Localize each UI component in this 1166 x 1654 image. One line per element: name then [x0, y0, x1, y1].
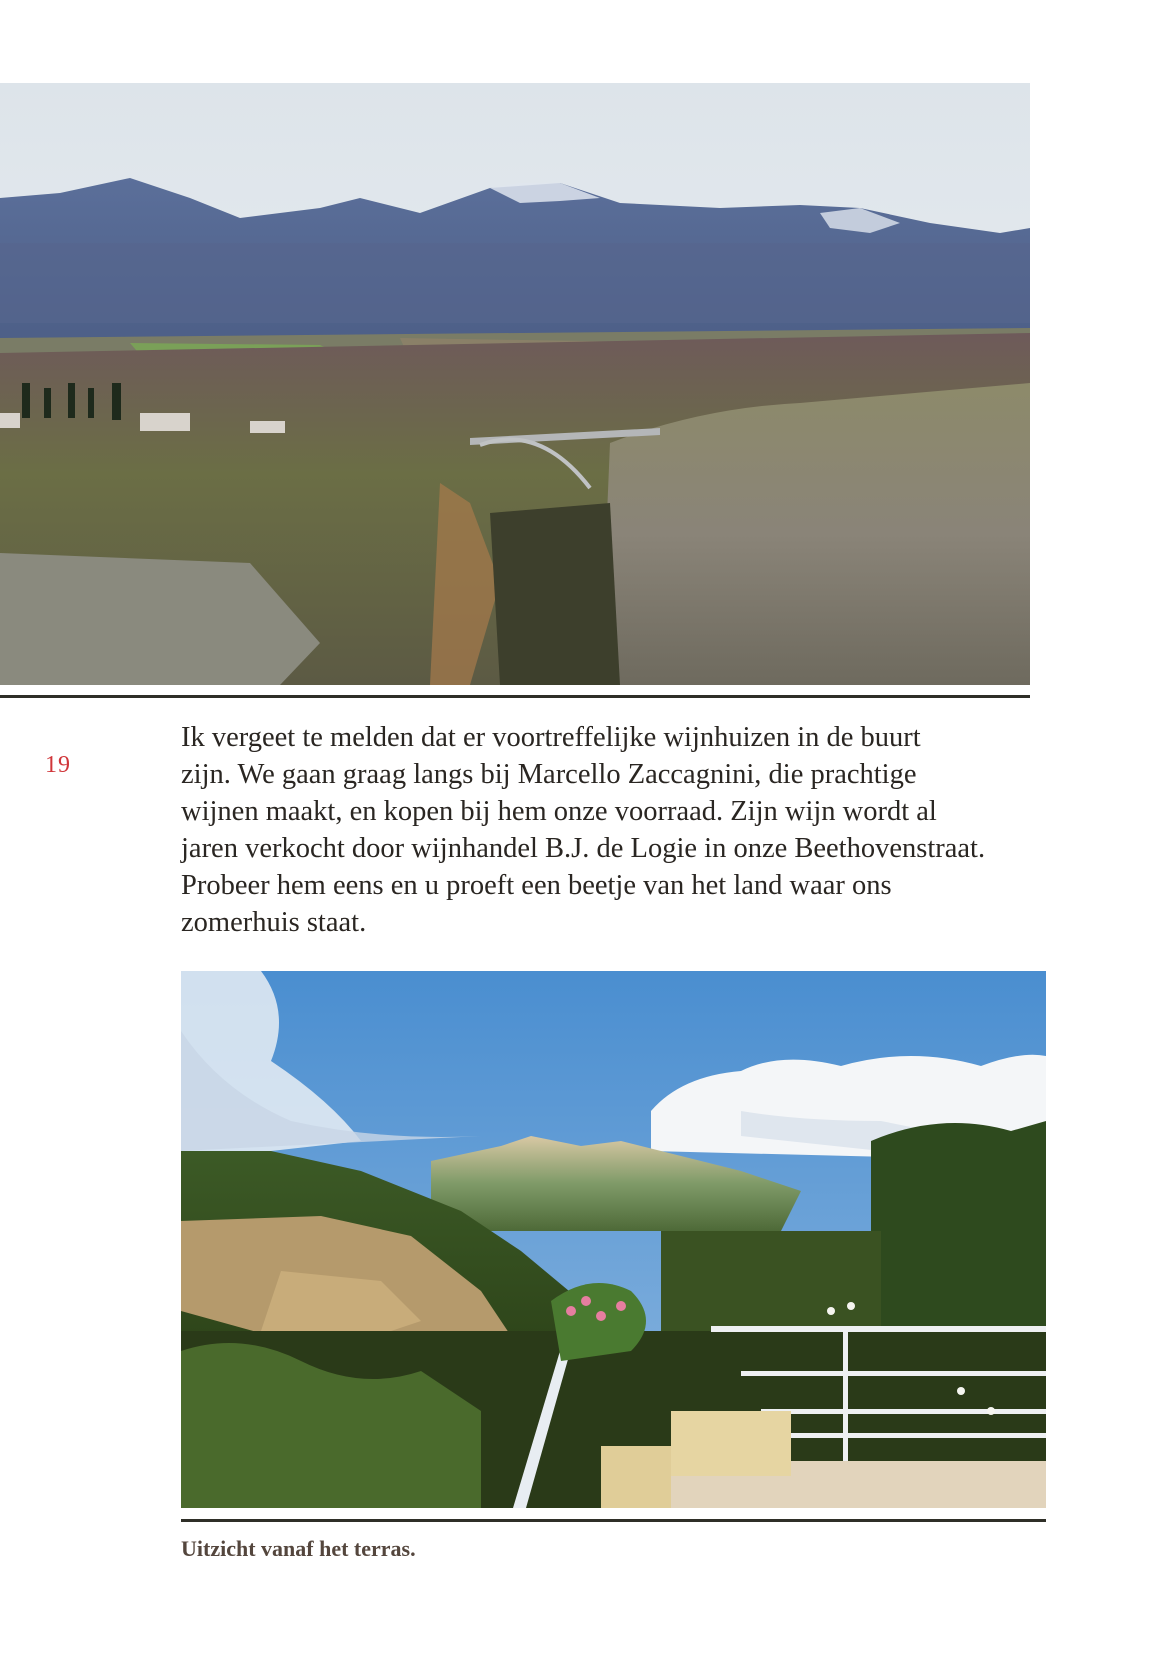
paragraph-line: zomerhuis staat. — [181, 907, 367, 938]
paragraph-line: Probeer hem eens en u proeft een beetje van het land waar ons — [181, 870, 892, 901]
paragraph-line: Ik vergeet te melden dat er voortreffelijke wijnhuizen in de buurt — [181, 722, 921, 753]
body-paragraph — [181, 719, 1061, 941]
paragraph-line: zijn. We gaan graag langs bij Marcello Zaccagnini, die prachtige — [181, 759, 917, 790]
photo-caption: Uitzicht vanaf het terras. — [181, 1536, 416, 1561]
landscape-photo-gorge-bridge — [0, 83, 1030, 685]
page-number: 19 — [45, 752, 71, 778]
top-divider-rule — [0, 695, 1030, 698]
terrace-view-photo — [181, 971, 1046, 1508]
paragraph-line: jaren verkocht door wijnhandel B.J. de Logie in onze Beethovenstraat. — [181, 833, 986, 864]
paragraph-line: wijnen maakt, en kopen bij hem onze voorraad. Zijn wijn wordt al — [181, 796, 937, 827]
caption-divider-rule — [181, 1519, 1046, 1522]
